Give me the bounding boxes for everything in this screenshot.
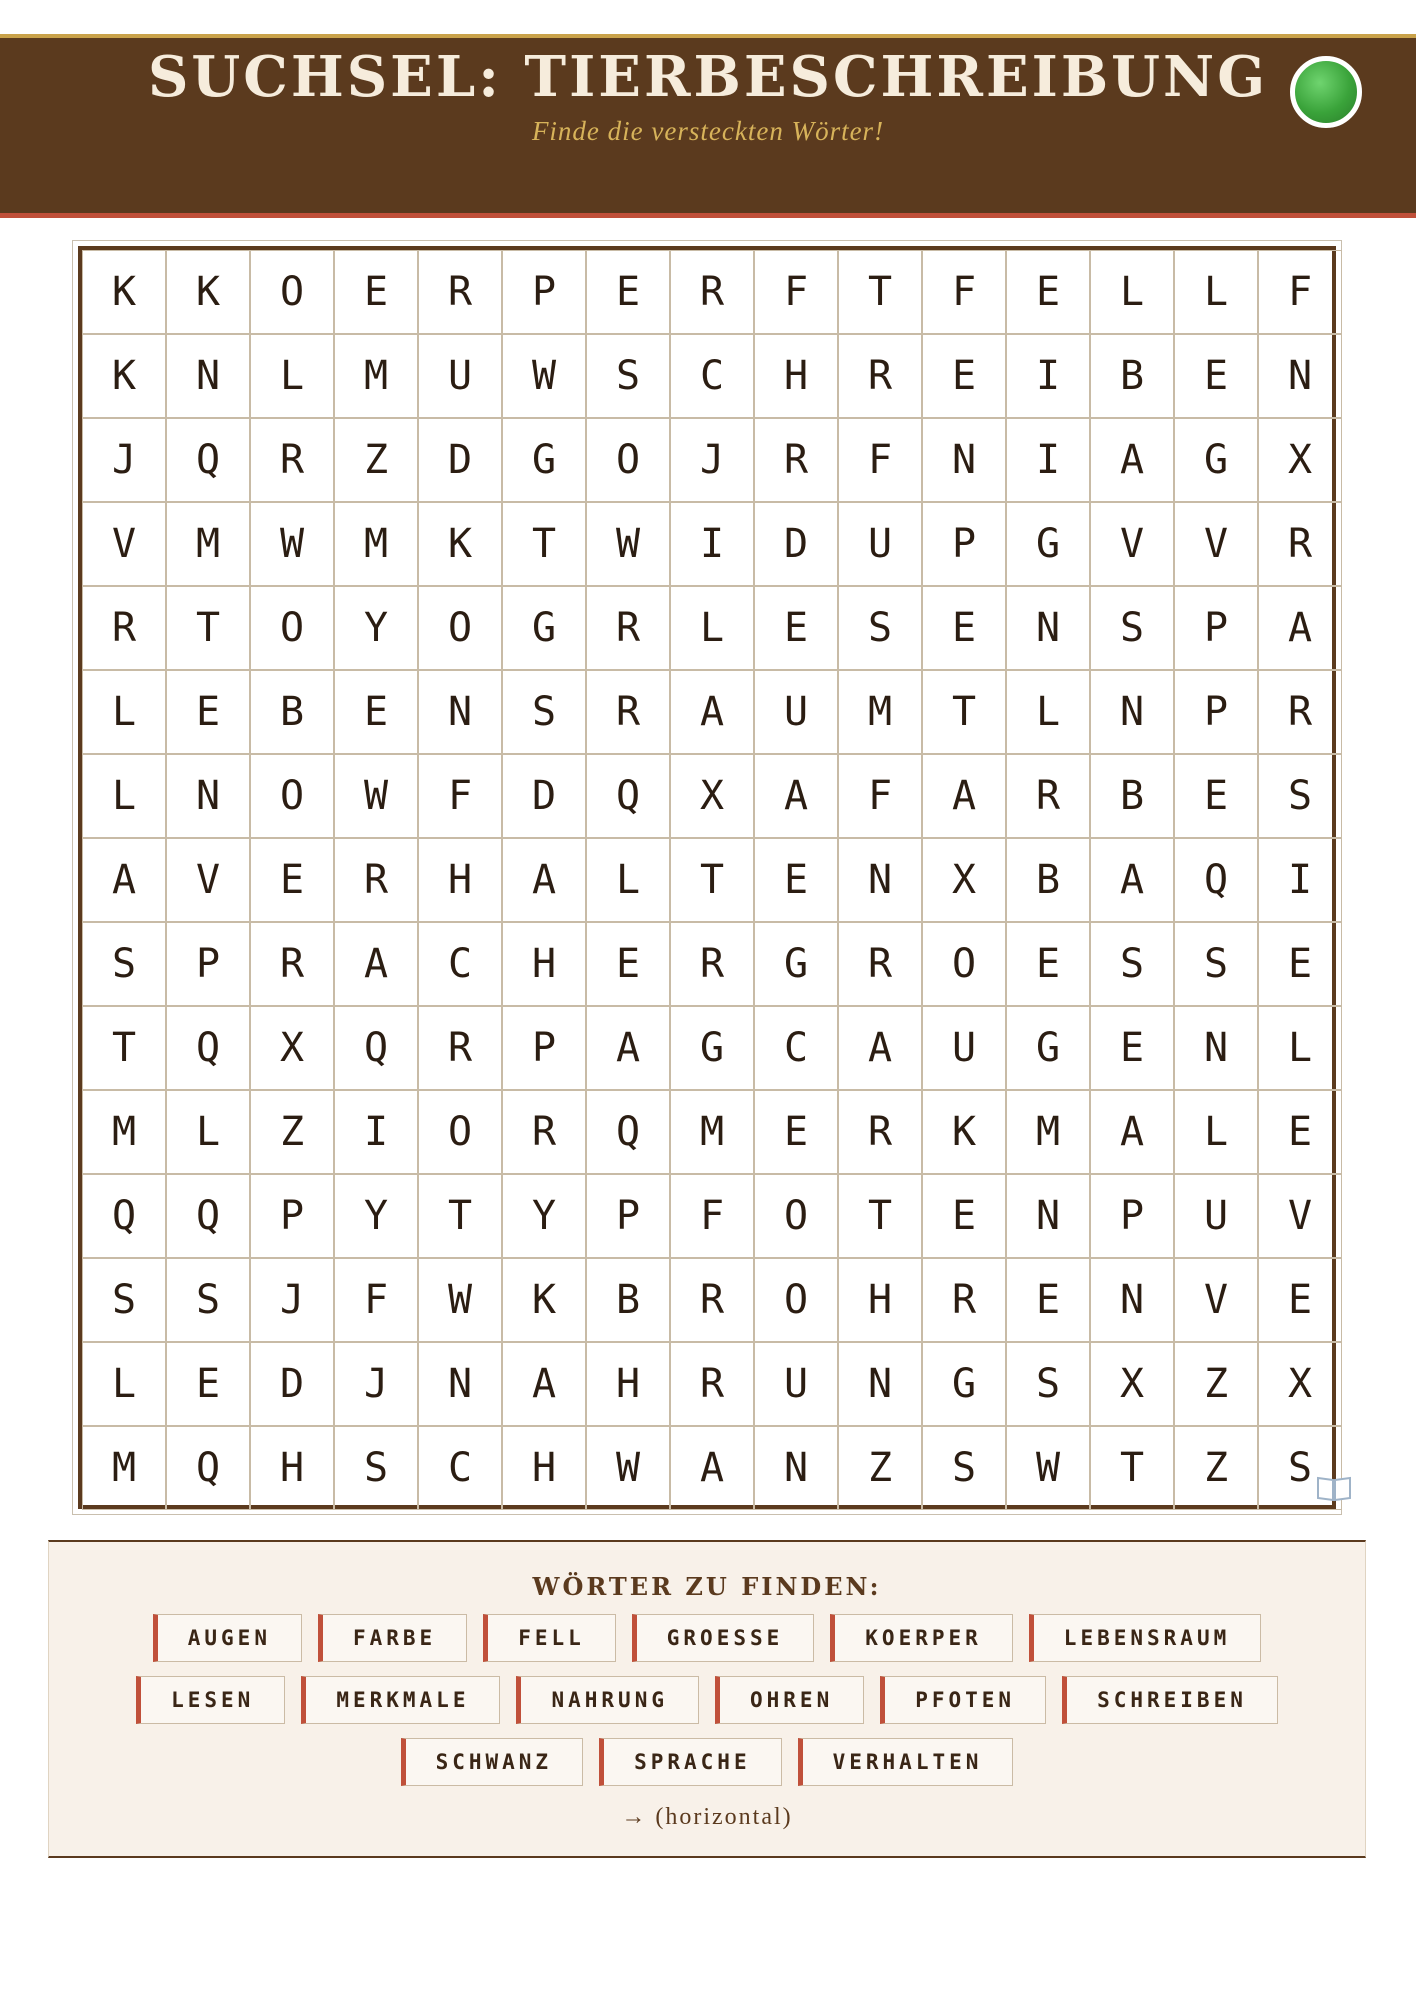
- grid-cell[interactable]: S: [586, 334, 670, 418]
- grid-cell[interactable]: R: [838, 334, 922, 418]
- grid-cell[interactable]: G: [922, 1342, 1006, 1426]
- grid-cell[interactable]: M: [670, 1090, 754, 1174]
- grid-cell[interactable]: X: [670, 754, 754, 838]
- grid-cell[interactable]: A: [1258, 586, 1342, 670]
- grid-cell[interactable]: S: [1174, 922, 1258, 1006]
- grid-cell[interactable]: L: [1258, 1006, 1342, 1090]
- grid-cell[interactable]: R: [586, 586, 670, 670]
- grid-cell[interactable]: Z: [838, 1426, 922, 1510]
- grid-cell[interactable]: L: [1174, 1090, 1258, 1174]
- grid-cell[interactable]: E: [166, 670, 250, 754]
- grid-cell[interactable]: P: [1090, 1174, 1174, 1258]
- grid-cell[interactable]: A: [670, 670, 754, 754]
- grid-cell[interactable]: T: [838, 250, 922, 334]
- grid-cell[interactable]: R: [838, 1090, 922, 1174]
- grid-cell[interactable]: J: [334, 1342, 418, 1426]
- grid-cell[interactable]: R: [838, 922, 922, 1006]
- grid-cell[interactable]: A: [502, 1342, 586, 1426]
- grid-cell[interactable]: M: [82, 1426, 166, 1510]
- grid-cell[interactable]: N: [754, 1426, 838, 1510]
- grid-cell[interactable]: Q: [166, 418, 250, 502]
- grid-cell[interactable]: A: [1090, 1090, 1174, 1174]
- grid-cell[interactable]: E: [1006, 1258, 1090, 1342]
- grid-cell[interactable]: M: [166, 502, 250, 586]
- grid-cell[interactable]: L: [670, 586, 754, 670]
- grid-cell[interactable]: H: [586, 1342, 670, 1426]
- grid-cell[interactable]: R: [250, 922, 334, 1006]
- grid-cell[interactable]: O: [418, 1090, 502, 1174]
- word-chip: FELL: [483, 1614, 616, 1662]
- grid-cell[interactable]: G: [670, 1006, 754, 1090]
- grid-cell[interactable]: W: [334, 754, 418, 838]
- grid-cell[interactable]: E: [250, 838, 334, 922]
- grid-cell[interactable]: U: [754, 670, 838, 754]
- grid-cell[interactable]: W: [586, 1426, 670, 1510]
- grid-cell[interactable]: X: [1258, 418, 1342, 502]
- grid-cell[interactable]: S: [1090, 586, 1174, 670]
- grid-cell[interactable]: Q: [334, 1006, 418, 1090]
- grid-cell[interactable]: L: [1006, 670, 1090, 754]
- grid-cell[interactable]: X: [250, 1006, 334, 1090]
- grid-cell[interactable]: E: [922, 334, 1006, 418]
- grid-cell[interactable]: T: [1090, 1426, 1174, 1510]
- grid-cell[interactable]: Q: [166, 1426, 250, 1510]
- grid-cell[interactable]: I: [334, 1090, 418, 1174]
- word-chip: NAHRUNG: [516, 1676, 699, 1724]
- grid-cell[interactable]: O: [250, 754, 334, 838]
- grid-cell[interactable]: R: [586, 670, 670, 754]
- grid-cell[interactable]: N: [1090, 670, 1174, 754]
- word-chip: KOERPER: [830, 1614, 1013, 1662]
- grid-cell[interactable]: K: [418, 502, 502, 586]
- grid-cell[interactable]: N: [1006, 1174, 1090, 1258]
- grid-cell[interactable]: T: [838, 1174, 922, 1258]
- grid-cell[interactable]: Q: [166, 1174, 250, 1258]
- grid-cell[interactable]: F: [922, 250, 1006, 334]
- grid-cell[interactable]: F: [838, 754, 922, 838]
- grid-cell[interactable]: E: [166, 1342, 250, 1426]
- grid-cell[interactable]: L: [1090, 250, 1174, 334]
- grid-cell[interactable]: X: [1258, 1342, 1342, 1426]
- grid-cell[interactable]: E: [754, 1090, 838, 1174]
- grid-cell[interactable]: E: [334, 250, 418, 334]
- grid-cell[interactable]: R: [754, 418, 838, 502]
- grid-cell[interactable]: K: [82, 334, 166, 418]
- grid-cell[interactable]: Y: [334, 1174, 418, 1258]
- word-chip: GROESSE: [632, 1614, 815, 1662]
- grid-cell[interactable]: P: [1174, 670, 1258, 754]
- grid-cell[interactable]: L: [82, 1342, 166, 1426]
- grid-cell[interactable]: A: [586, 1006, 670, 1090]
- grid-cell[interactable]: W: [586, 502, 670, 586]
- grid-cell[interactable]: N: [166, 754, 250, 838]
- grid-cell[interactable]: A: [334, 922, 418, 1006]
- grid-cell[interactable]: V: [1090, 502, 1174, 586]
- grid-cell[interactable]: E: [586, 250, 670, 334]
- grid-cell[interactable]: G: [1006, 1006, 1090, 1090]
- grid-cell[interactable]: A: [922, 754, 1006, 838]
- grid-cell[interactable]: X: [922, 838, 1006, 922]
- grid-cell[interactable]: B: [1090, 754, 1174, 838]
- grid-cell[interactable]: L: [586, 838, 670, 922]
- grid-cell[interactable]: E: [586, 922, 670, 1006]
- grid-cell[interactable]: P: [250, 1174, 334, 1258]
- grid-cell[interactable]: L: [250, 334, 334, 418]
- grid-cell[interactable]: J: [82, 418, 166, 502]
- grid-cell[interactable]: S: [1258, 754, 1342, 838]
- grid-cell[interactable]: R: [1258, 670, 1342, 754]
- word-list-title: WÖRTER ZU FINDEN:: [532, 1572, 882, 1601]
- grid-cell[interactable]: M: [82, 1090, 166, 1174]
- grid-cell[interactable]: E: [1006, 250, 1090, 334]
- grid-cell[interactable]: N: [838, 838, 922, 922]
- word-chip: AUGEN: [153, 1614, 302, 1662]
- grid-cell[interactable]: R: [1006, 754, 1090, 838]
- grid-cell[interactable]: G: [502, 418, 586, 502]
- grid-cell[interactable]: D: [250, 1342, 334, 1426]
- grid-cell[interactable]: V: [1174, 502, 1258, 586]
- grid-cell[interactable]: Q: [82, 1174, 166, 1258]
- grid-cell[interactable]: E: [334, 670, 418, 754]
- grid-cell[interactable]: U: [922, 1006, 1006, 1090]
- grid-cell[interactable]: R: [670, 1342, 754, 1426]
- grid-cell[interactable]: S: [166, 1258, 250, 1342]
- grid-cell[interactable]: N: [166, 334, 250, 418]
- grid-cell[interactable]: O: [418, 586, 502, 670]
- grid-cell[interactable]: R: [82, 586, 166, 670]
- grid-cell[interactable]: T: [922, 670, 1006, 754]
- grid-cell[interactable]: T: [82, 1006, 166, 1090]
- grid-cell[interactable]: S: [922, 1426, 1006, 1510]
- grid-cell[interactable]: J: [250, 1258, 334, 1342]
- grid-cell[interactable]: S: [82, 1258, 166, 1342]
- grid-cell[interactable]: U: [838, 502, 922, 586]
- grid-cell[interactable]: E: [1258, 922, 1342, 1006]
- grid-cell[interactable]: P: [1174, 586, 1258, 670]
- grid-cell[interactable]: D: [502, 754, 586, 838]
- grid-cell[interactable]: D: [754, 502, 838, 586]
- grid-cell[interactable]: R: [334, 838, 418, 922]
- grid-cell[interactable]: T: [670, 838, 754, 922]
- grid-cell[interactable]: T: [418, 1174, 502, 1258]
- grid-cell[interactable]: Q: [166, 1006, 250, 1090]
- grid-cell[interactable]: E: [1174, 754, 1258, 838]
- letter-grid: [82, 250, 1342, 1510]
- word-chip: OHREN: [715, 1676, 864, 1724]
- grid-cell[interactable]: S: [1006, 1342, 1090, 1426]
- grid-cell[interactable]: K: [82, 250, 166, 334]
- grid-cell[interactable]: F: [1258, 250, 1342, 334]
- word-chip: SCHREIBEN: [1062, 1676, 1278, 1724]
- green-dot-icon: [1290, 56, 1362, 128]
- grid-cell[interactable]: L: [82, 754, 166, 838]
- grid-cell[interactable]: E: [1258, 1090, 1342, 1174]
- grid-cell[interactable]: N: [1174, 1006, 1258, 1090]
- grid-cell[interactable]: Z: [250, 1090, 334, 1174]
- grid-cell[interactable]: Q: [1174, 838, 1258, 922]
- grid-cell[interactable]: O: [250, 250, 334, 334]
- grid-cell[interactable]: M: [1006, 1090, 1090, 1174]
- grid-cell[interactable]: L: [1174, 250, 1258, 334]
- grid-cell[interactable]: N: [1258, 334, 1342, 418]
- grid-cell[interactable]: O: [754, 1174, 838, 1258]
- grid-cell[interactable]: E: [1090, 1006, 1174, 1090]
- grid-cell[interactable]: E: [1174, 334, 1258, 418]
- grid-cell[interactable]: Q: [586, 754, 670, 838]
- grid-cell[interactable]: M: [334, 502, 418, 586]
- grid-cell[interactable]: G: [1174, 418, 1258, 502]
- grid-cell[interactable]: E: [1258, 1258, 1342, 1342]
- grid-cell[interactable]: B: [1090, 334, 1174, 418]
- grid-cell[interactable]: V: [82, 502, 166, 586]
- grid-cell[interactable]: A: [838, 1006, 922, 1090]
- page-subtitle: Finde die versteckten Wörter!: [531, 116, 885, 146]
- grid-cell[interactable]: U: [418, 334, 502, 418]
- grid-cell[interactable]: R: [670, 922, 754, 1006]
- grid-cell[interactable]: H: [418, 838, 502, 922]
- grid-cell[interactable]: P: [586, 1174, 670, 1258]
- grid-cell[interactable]: B: [250, 670, 334, 754]
- grid-cell[interactable]: I: [1006, 334, 1090, 418]
- grid-cell[interactable]: N: [838, 1342, 922, 1426]
- grid-cell[interactable]: F: [418, 754, 502, 838]
- grid-cell[interactable]: M: [334, 334, 418, 418]
- grid-cell[interactable]: V: [1258, 1174, 1342, 1258]
- grid-cell[interactable]: R: [670, 1258, 754, 1342]
- grid-cell[interactable]: A: [1090, 418, 1174, 502]
- grid-cell[interactable]: P: [502, 250, 586, 334]
- grid-cell[interactable]: G: [1006, 502, 1090, 586]
- grid-cell[interactable]: F: [670, 1174, 754, 1258]
- grid-cell[interactable]: D: [418, 418, 502, 502]
- grid-cell[interactable]: P: [166, 922, 250, 1006]
- grid-cell[interactable]: N: [922, 418, 1006, 502]
- grid-cell[interactable]: A: [502, 838, 586, 922]
- grid-cell[interactable]: Z: [1174, 1342, 1258, 1426]
- grid-cell[interactable]: X: [1090, 1342, 1174, 1426]
- grid-cell[interactable]: C: [754, 1006, 838, 1090]
- grid-cell[interactable]: C: [418, 922, 502, 1006]
- grid-cell[interactable]: A: [670, 1426, 754, 1510]
- grid-cell[interactable]: B: [1006, 838, 1090, 922]
- grid-cell[interactable]: O: [250, 586, 334, 670]
- grid-cell[interactable]: L: [166, 1090, 250, 1174]
- grid-cell[interactable]: F: [754, 250, 838, 334]
- grid-cell[interactable]: H: [838, 1258, 922, 1342]
- book-icon: [1316, 1474, 1352, 1502]
- grid-cell[interactable]: V: [1174, 1258, 1258, 1342]
- grid-cell[interactable]: W: [418, 1258, 502, 1342]
- word-chip: MERKMALE: [301, 1676, 500, 1724]
- grid-cell[interactable]: Y: [334, 586, 418, 670]
- grid-cell[interactable]: T: [166, 586, 250, 670]
- grid-cell[interactable]: S: [1258, 1426, 1342, 1510]
- grid-cell[interactable]: W: [1006, 1426, 1090, 1510]
- grid-cell[interactable]: S: [502, 670, 586, 754]
- grid-cell[interactable]: S: [838, 586, 922, 670]
- grid-cell[interactable]: Q: [586, 1090, 670, 1174]
- grid-cell[interactable]: E: [922, 1174, 1006, 1258]
- grid-cell[interactable]: K: [922, 1090, 1006, 1174]
- grid-cell[interactable]: I: [670, 502, 754, 586]
- grid-cell[interactable]: W: [502, 334, 586, 418]
- grid-cell[interactable]: K: [502, 1258, 586, 1342]
- grid-cell[interactable]: U: [1174, 1174, 1258, 1258]
- grid-cell[interactable]: G: [502, 586, 586, 670]
- grid-cell[interactable]: R: [418, 1006, 502, 1090]
- grid-cell[interactable]: C: [670, 334, 754, 418]
- word-chip: SCHWANZ: [401, 1738, 584, 1786]
- grid-cell[interactable]: R: [1258, 502, 1342, 586]
- grid-cell[interactable]: W: [250, 502, 334, 586]
- word-chip: LEBENSRAUM: [1029, 1614, 1261, 1662]
- grid-cell[interactable]: P: [502, 1006, 586, 1090]
- grid-cell[interactable]: G: [754, 922, 838, 1006]
- grid-cell[interactable]: L: [82, 670, 166, 754]
- word-row: [49, 1676, 1365, 1724]
- grid-cell[interactable]: S: [1090, 922, 1174, 1006]
- word-list-panel: [48, 1540, 1366, 1858]
- word-chip: LESEN: [136, 1676, 285, 1724]
- page-title: SUCHSEL: TIERBESCHREIBUNG: [147, 44, 1269, 110]
- grid-cell[interactable]: H: [502, 1426, 586, 1510]
- grid-cell[interactable]: J: [670, 418, 754, 502]
- grid-cell[interactable]: E: [922, 586, 1006, 670]
- grid-cell[interactable]: R: [670, 250, 754, 334]
- direction-hint: → (horizontal): [621, 1804, 793, 1830]
- grid-cell[interactable]: Z: [1174, 1426, 1258, 1510]
- grid-cell[interactable]: H: [502, 922, 586, 1006]
- grid-cell[interactable]: O: [922, 922, 1006, 1006]
- grid-cell[interactable]: I: [1258, 838, 1342, 922]
- grid-cell[interactable]: H: [250, 1426, 334, 1510]
- grid-cell[interactable]: N: [1006, 586, 1090, 670]
- grid-cell[interactable]: S: [82, 922, 166, 1006]
- grid-cell[interactable]: I: [1006, 418, 1090, 502]
- grid-cell[interactable]: F: [334, 1258, 418, 1342]
- grid-cell[interactable]: A: [1090, 838, 1174, 922]
- grid-cell[interactable]: C: [418, 1426, 502, 1510]
- grid-cell[interactable]: V: [166, 838, 250, 922]
- grid-cell[interactable]: N: [1090, 1258, 1174, 1342]
- grid-cell[interactable]: H: [754, 334, 838, 418]
- grid-cell[interactable]: E: [754, 586, 838, 670]
- grid-cell[interactable]: M: [838, 670, 922, 754]
- grid-cell[interactable]: O: [586, 418, 670, 502]
- grid-cell[interactable]: A: [82, 838, 166, 922]
- grid-cell[interactable]: K: [166, 250, 250, 334]
- grid-cell[interactable]: R: [250, 418, 334, 502]
- grid-cell[interactable]: P: [922, 502, 1006, 586]
- grid-cell[interactable]: N: [418, 670, 502, 754]
- grid-cell[interactable]: B: [586, 1258, 670, 1342]
- grid-cell[interactable]: T: [502, 502, 586, 586]
- grid-cell[interactable]: E: [1006, 922, 1090, 1006]
- grid-cell[interactable]: Y: [502, 1174, 586, 1258]
- word-row: [49, 1614, 1365, 1662]
- word-row: [49, 1738, 1365, 1786]
- grid-cell[interactable]: R: [922, 1258, 1006, 1342]
- grid-cell[interactable]: N: [418, 1342, 502, 1426]
- grid-cell[interactable]: O: [754, 1258, 838, 1342]
- word-chip: PFOTEN: [880, 1676, 1046, 1724]
- grid-cell[interactable]: F: [838, 418, 922, 502]
- word-chip: VERHALTEN: [798, 1738, 1014, 1786]
- grid-cell[interactable]: A: [754, 754, 838, 838]
- word-chip: SPRACHE: [599, 1738, 782, 1786]
- word-chip: FARBE: [318, 1614, 467, 1662]
- grid-cell[interactable]: R: [502, 1090, 586, 1174]
- grid-cell[interactable]: U: [754, 1342, 838, 1426]
- grid-cell[interactable]: E: [754, 838, 838, 922]
- grid-cell[interactable]: Z: [334, 418, 418, 502]
- grid-cell[interactable]: R: [418, 250, 502, 334]
- grid-cell[interactable]: S: [334, 1426, 418, 1510]
